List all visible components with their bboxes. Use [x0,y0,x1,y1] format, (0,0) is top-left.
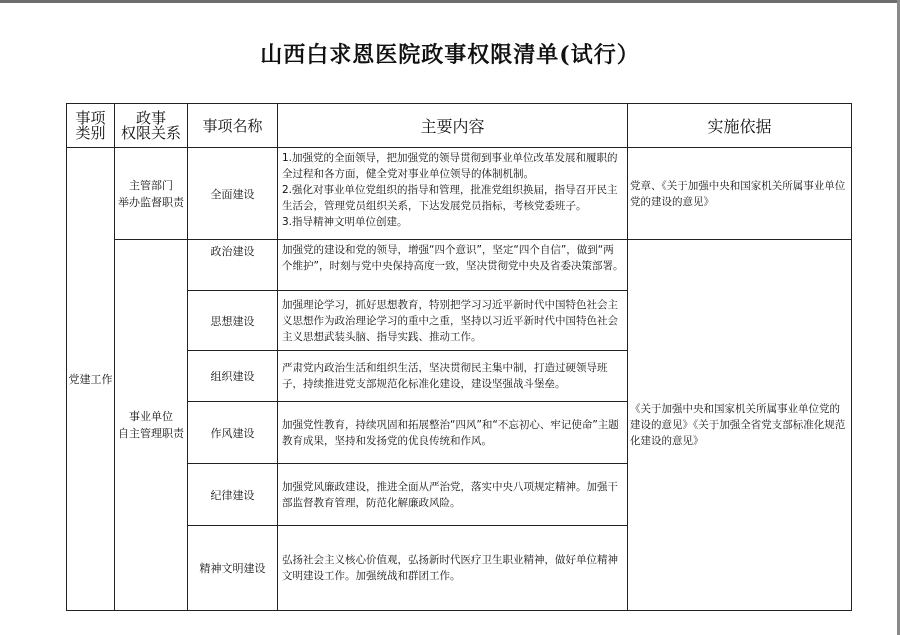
relation-line: 事业单位 [129,410,173,423]
item-name-cell: 思想建设 [188,291,278,351]
category-cell: 党建工作 [67,148,115,611]
relation-cell-supervisor [115,148,188,240]
header-main-content: 主要内容 [278,104,628,148]
relation-line: 主管部门 [129,178,173,192]
header-basis: 实施依据 [628,104,852,148]
header-category-line1: 事项 [75,108,106,127]
authority-list-table [66,103,852,611]
table-row [67,148,852,240]
header-relation-line1: 政事 [135,108,166,127]
content-cell: 加强党的建设和党的领导，增强“四个意识”，坚定“四个自信”，做到“两个维护”，时刻与党中央保持高度一致，坚决贯彻党中央及省委决策部署。 [278,240,628,291]
content-line: 3.指导精神文明单位创建。 [282,216,408,228]
document-title: 山西白求恩医院政事权限清单(试行） [260,42,640,68]
content-line: 1.加强党的全面领导，把加强党的领导贯彻到事业单位改革发展和履职的全过程和各方面，健全党对事业单位领导的体制机制。 [282,152,618,180]
relation-cell-unit [115,240,188,611]
header-relation-line2: 权限关系 [120,123,181,142]
basis-cell: 《关于加强中央和国家机关所属事业单位党的建设的意见》《关于加强全省党支部标准化规范化建设的意见》 [628,240,852,611]
item-name-cell: 作风建设 [188,402,278,464]
content-cell: 严肃党内政治生活和组织生活，坚决贯彻民主集中制，打造过硬领导班子，持续推进党支部规范化标准化建设，建设坚强战斗堡垒。 [278,351,628,402]
content-cell: 加强党风廉政建设，推进全面从严治党，落实中央八项规定精神。加强干部监督教育管理，防范化解廉政风险。 [278,464,628,526]
table-row [67,240,852,291]
item-name-cell: 组织建设 [188,351,278,402]
content-cell [278,148,628,240]
content-cell: 加强党性教育，持续巩固和拓展整治“四风”和“不忘初心、牢记使命”主题教育成果，坚持和发扬党的优良传统和作风。 [278,402,628,464]
header-category-line2: 类别 [75,123,106,142]
basis-cell: 党章、《关于加强中央和国家机关所属事业单位党的建设的意见》 [628,148,852,240]
item-name-cell: 纪律建设 [188,464,278,526]
viewer-top-edge [0,0,900,3]
content-cell: 弘扬社会主义核心价值观，弘扬新时代医疗卫生职业精神，做好单位精神文明建设工作。加强统战和群团工作。 [278,526,628,611]
content-cell: 加强理论学习，抓好思想教育，特别把学习习近平新时代中国特色社会主义思想作为政治理论学习的重中之重，坚持以习近平新时代中国特色社会主义思想武装头脑、指导实践、推动工作。 [278,291,628,351]
item-name-cell: 精神文明建设 [188,526,278,611]
header-relation [115,104,188,148]
item-name-cell: 政治建设 [188,240,278,291]
item-name-cell: 全面建设 [188,148,278,240]
header-category [67,104,115,148]
content-line: 2.强化对事业单位党组织的指导和管理，批准党组织换届，指导召开民主生活会，管理党员组织关系，下达发展党员指标，考核党委班子。 [282,184,618,212]
header-item-name: 事项名称 [188,104,278,148]
relation-line: 举办监督职责 [118,195,184,209]
table-header-row [67,104,852,148]
relation-line: 自主管理职责 [118,427,184,440]
